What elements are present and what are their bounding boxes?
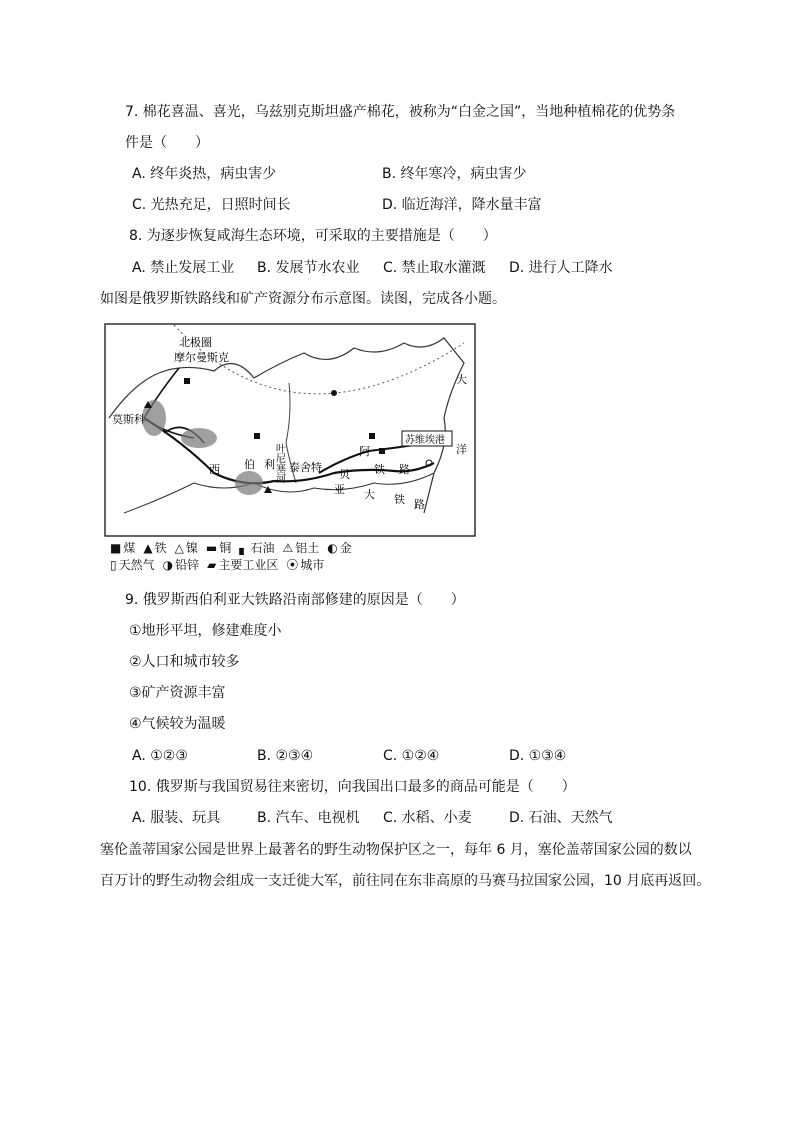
city-icon: ⦿ <box>286 558 299 572</box>
map-label-ya: 亚 <box>334 484 345 496</box>
industrial-zone-urals <box>181 428 217 448</box>
q9-statement-1: ①地形平坦，修建难度小 <box>129 623 282 639</box>
map-label-moscow: 莫斯科 <box>112 414 145 426</box>
q10-option-c[interactable]: C. 水稻、小麦 <box>383 810 472 826</box>
map-label-sovgavan: 苏维埃港 <box>405 435 445 446</box>
map-label-xi: 西 <box>209 464 220 476</box>
coal-symbol <box>369 433 375 439</box>
serengeti-passage-line2: 百万计的野生动物会组成一支迁徙大军，前往同在东非高原的马赛马拉国家公园，10 月底再返回。 <box>100 873 711 889</box>
serengeti-passage-line1: 塞伦盖蒂国家公园是世界上最著名的野生动物保护区之一，每年 6 月，塞伦盖蒂国家公园的数以 <box>100 842 692 858</box>
map-label-pacific-2: 洋 <box>456 444 467 456</box>
map-label-da: 大 <box>364 489 375 501</box>
q8-stem: 8. 为逐步恢复咸海生态环境，可采取的主要措施是（ ） <box>129 228 497 244</box>
russia-railway-map <box>104 323 476 537</box>
q10-option-a[interactable]: A. 服装、玩具 <box>132 810 221 826</box>
legend-coal: ■ 煤 <box>110 541 136 555</box>
q9-option-c[interactable]: C. ①②④ <box>383 748 440 764</box>
q9-option-b[interactable]: B. ②③④ <box>257 748 314 764</box>
map-label-yenisei: 叶尼塞河 <box>273 443 285 483</box>
map-label-taishet: 泰舍特 <box>289 462 322 474</box>
legend-industrial: ▰ 主要工业区 <box>207 558 279 572</box>
industrial-zone-kuznetsk <box>235 471 263 495</box>
map-label-li: 利 <box>264 459 275 471</box>
legend-gas: ▯ 天然气 <box>110 558 155 572</box>
legend-bauxite: ⚠ 铝土 <box>282 541 320 555</box>
q9-stem: 9. 俄罗斯西伯利亚大铁路沿南部修建的原因是（ ） <box>125 592 465 608</box>
q7-option-b[interactable]: B. 终年寒冷，病虫害少 <box>382 166 527 182</box>
q10-stem: 10. 俄罗斯与我国贸易往来密切，向我国出口最多的商品可能是（ ） <box>129 779 576 795</box>
q7-stem-line2: 件是（ ） <box>125 135 209 151</box>
legend-leadzinc: ◑ 铅锌 <box>162 558 200 572</box>
coal-symbol <box>379 448 385 454</box>
industrial-zone-icon: ▰ <box>207 558 217 572</box>
q8-option-c[interactable]: C. 禁止取水灌溉 <box>383 260 486 276</box>
coal-symbol <box>184 378 190 384</box>
coal-symbol <box>254 433 260 439</box>
map-label-murmansk: 摩尔曼斯克 <box>174 352 229 364</box>
q9-option-d[interactable]: D. ①③④ <box>509 748 567 764</box>
q8-option-d[interactable]: D. 进行人工降水 <box>509 260 613 276</box>
map-label-tie: 铁 <box>374 464 385 476</box>
q7-option-c[interactable]: C. 光热充足，日照时间长 <box>132 197 291 213</box>
gas-icon: ▯ <box>110 558 117 572</box>
legend-copper: ▬ 铜 <box>205 541 232 555</box>
iron-icon: ▲ <box>143 541 153 555</box>
leadzinc-icon: ◑ <box>162 558 174 572</box>
map-label-bei: 贝 <box>339 469 350 481</box>
q7-stem-line1: 7. 棉花喜温、喜光，乌兹别克斯坦盛产棉花，被称为“白金之国”，当地种植棉花的优势条 <box>125 104 676 120</box>
q9-statement-4: ④气候较为温暖 <box>129 716 226 732</box>
copper-icon: ▬ <box>205 541 218 555</box>
nickel-icon: △ <box>174 541 184 555</box>
q9-statement-2: ②人口和城市较多 <box>129 654 240 670</box>
map-intro-text: 如图是俄罗斯铁路线和矿产资源分布示意图。读图，完成各小题。 <box>100 291 506 307</box>
coal-icon: ■ <box>110 541 122 555</box>
bauxite-icon: ⚠ <box>282 541 294 555</box>
gold-icon: ◐ <box>327 541 338 555</box>
map-label-lu2: 路 <box>414 499 425 511</box>
legend-iron: ▲ 铁 <box>143 541 167 555</box>
q7-option-a[interactable]: A. 终年炎热，病虫害少 <box>132 166 277 182</box>
map-label-bo: 伯 <box>244 459 255 471</box>
legend-nickel: △ 镍 <box>174 541 198 555</box>
legend-oil: ▖ 石油 <box>239 541 275 555</box>
map-legend <box>110 540 490 574</box>
q10-option-b[interactable]: B. 汽车、电视机 <box>257 810 360 826</box>
q8-option-b[interactable]: B. 发展节水农业 <box>257 260 360 276</box>
map-label-arctic: 北极圈 <box>179 337 212 349</box>
q7-option-d[interactable]: D. 临近海洋，降水量丰富 <box>382 197 542 213</box>
legend-row-2 <box>110 557 490 574</box>
map-label-tie2: 铁 <box>394 494 405 506</box>
city-symbol <box>331 390 337 396</box>
legend-city: ⦿ 城市 <box>286 558 325 572</box>
q10-option-d[interactable]: D. 石油、天然气 <box>509 810 613 826</box>
legend-row-1 <box>110 540 490 557</box>
q9-option-a[interactable]: A. ①②③ <box>132 748 188 764</box>
oil-icon: ▖ <box>239 541 249 555</box>
q9-statement-3: ③矿产资源丰富 <box>129 685 226 701</box>
q8-option-a[interactable]: A. 禁止发展工业 <box>132 260 235 276</box>
legend-gold: ◐ 金 <box>327 541 352 555</box>
map-label-lu: 路 <box>399 464 410 476</box>
map-label-a: 阿 <box>359 446 370 458</box>
map-label-pacific-1: 大 <box>456 374 467 386</box>
